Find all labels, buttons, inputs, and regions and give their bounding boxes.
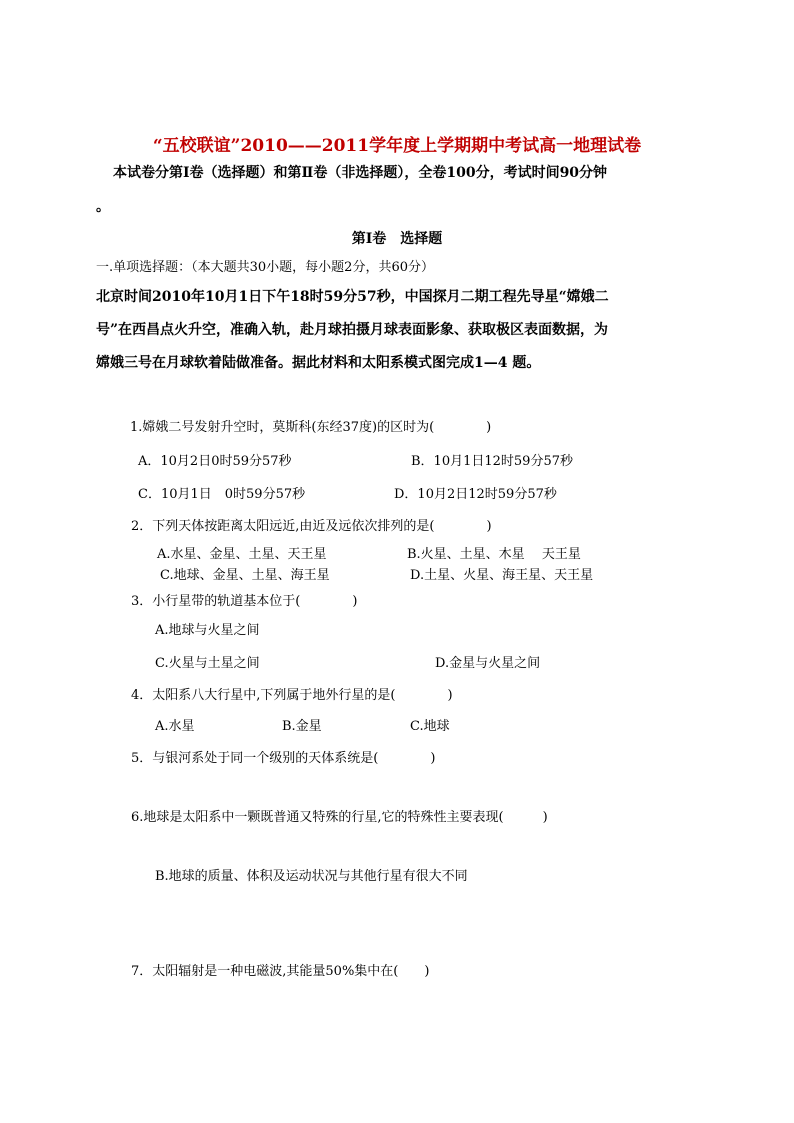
material-line-2: 号”在西昌点火升空，准确入轨，赴月球拍摄月球表面影象、获取极区表面数据，为: [96, 322, 609, 338]
question-4-stem: 4．太阳系八大行星中,下列属于地外行星的是( ): [131, 688, 453, 703]
question-7-stem: 7．太阳辐射是一种电磁波,其能量50%集中在( ): [131, 964, 430, 979]
question-3-option-a: A.地球与火星之间: [155, 623, 260, 638]
part1-title: 第Ⅰ卷 选择题: [351, 231, 443, 247]
question-4-option-a: A.水星: [155, 719, 195, 734]
question-3-stem: 3．小行星带的轨道基本位于( ): [131, 594, 358, 609]
material-line-1: 北京时间2010年10月1日下午18时59分57秒，中国探月二期工程先导星“嫦娥二: [96, 289, 609, 305]
section-title: 一.单项选择题：（本大题共30小题，每小题2分，共60分）: [96, 260, 434, 275]
exam-intro-tail: 。: [96, 199, 110, 215]
material-line-3: 嫦娥三号在月球软着陆做准备。据此材料和太阳系模式图完成1—4 题。: [96, 355, 541, 371]
exam-intro: 本试卷分第Ⅰ卷（选择题）和第Ⅱ卷（非选择题），全卷100分，考试时间90分钟: [113, 165, 608, 181]
question-2-option-a: A.水星、金星、土星、天王星: [157, 547, 327, 562]
question-1-stem: 1.嫦娥二号发射升空时，莫斯科(东经37度)的区时为( ): [130, 420, 492, 435]
question-2-stem: 2．下列天体按距离太阳远近,由近及远依次排列的是( ): [131, 519, 492, 534]
question-1-option-d: D．10月2日12时59分57秒: [394, 487, 557, 502]
question-3-option-c: C.火星与土星之间: [155, 656, 260, 671]
question-6-option-b: B.地球的质量、体积及运动状况与其他行星有很大不同: [155, 869, 468, 884]
exam-title: “五校联谊”2010——2011学年度上学期期中考试高一地理试卷: [152, 136, 642, 156]
question-2-option-b: B.火星、土星、木星 天王星: [407, 547, 581, 562]
question-4-option-c: C.地球: [410, 719, 450, 734]
question-6-stem: 6.地球是太阳系中一颗既普通又特殊的行星,它的特殊性主要表现( ): [131, 810, 548, 825]
question-2-option-c: C.地球、金星、土星、海王星: [160, 568, 330, 583]
question-1-option-b: B．10月1日12时59分57秒: [411, 454, 573, 469]
question-1-option-a: A．10月2日0时59分57秒: [138, 454, 292, 469]
question-2-option-d: D.土星、火星、海王星、天王星: [410, 568, 594, 583]
question-1-option-c: C．10月1日 0时59分57秒: [138, 487, 306, 502]
question-4-option-b: B.金星: [282, 719, 322, 734]
question-3-option-d: D.金星与火星之间: [435, 656, 541, 671]
question-5-stem: 5．与银河系处于同一个级别的天体系统是( ): [131, 751, 436, 766]
